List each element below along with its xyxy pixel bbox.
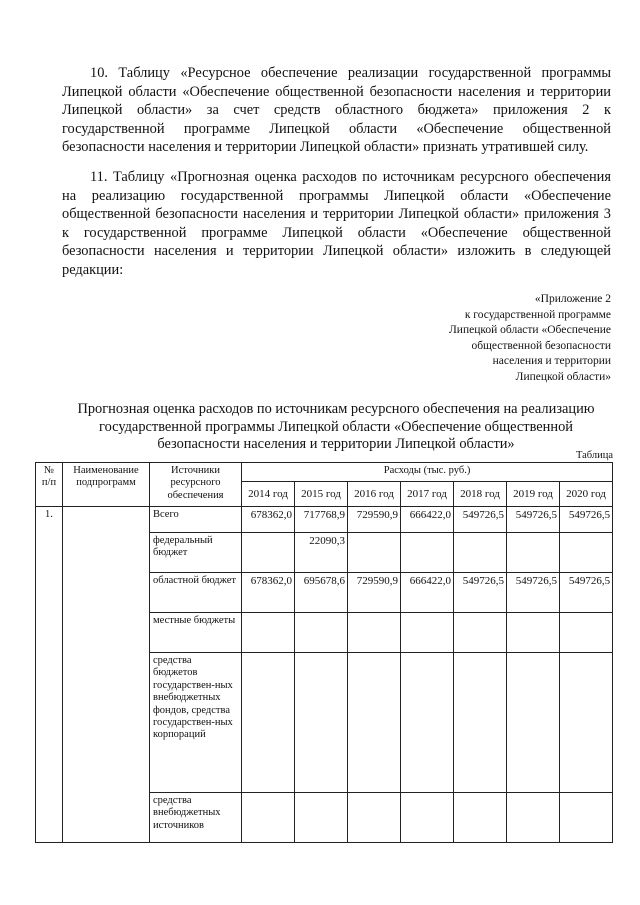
value-cell: [560, 613, 613, 653]
source-cell: средства внебюджетных источников: [150, 793, 242, 843]
source-cell: областной бюджет: [150, 573, 242, 613]
value-cell: [242, 533, 295, 573]
value-cell: 549726,5: [507, 573, 560, 613]
source-cell: Всего: [150, 507, 242, 533]
header-sources: Источники ресурсного обеспечения: [150, 463, 242, 507]
row-index: 1.: [36, 507, 63, 843]
value-cell: 678362,0: [242, 507, 295, 533]
appendix-line: общественной безопасности: [471, 339, 611, 352]
table-title-line: безопасности населения и территории Липецкой области»: [157, 436, 515, 452]
header-year: 2018 год: [454, 482, 507, 507]
header-year: 2017 год: [401, 482, 454, 507]
expenses-table: [35, 462, 613, 843]
value-cell: [560, 653, 613, 793]
appendix-line: Липецкой области»: [515, 370, 611, 383]
table-row: [36, 507, 613, 533]
value-cell: [507, 653, 560, 793]
header-year: 2016 год: [348, 482, 401, 507]
appendix-line: населения и территории: [492, 355, 611, 368]
value-cell: [454, 653, 507, 793]
value-cell: [401, 793, 454, 843]
paragraph-10: 10. Таблицу «Ресурсное обеспечение реализации государственной программы Липецкой области «Обеспечение общественной безопасности населения и территории Липецкой области» за счет средств областного бюджета» приложения 2 к государственной программе Липецкой области «Обеспечение общественной безопасности населения и территории Липецкой области» признать утратившей силу.: [62, 65, 611, 155]
value-cell: 549726,5: [560, 573, 613, 613]
value-cell: 729590,9: [348, 507, 401, 533]
value-cell: 717768,9: [295, 507, 348, 533]
source-cell: федеральный бюджет: [150, 533, 242, 573]
header-expenses: Расходы (тыс. руб.): [242, 463, 613, 482]
table-title-line: Прогнозная оценка расходов по источникам ресурсного обеспечения на реализацию: [77, 401, 595, 417]
value-cell: [348, 533, 401, 573]
value-cell: 22090,3: [295, 533, 348, 573]
value-cell: [454, 613, 507, 653]
value-cell: [348, 613, 401, 653]
value-cell: [560, 793, 613, 843]
value-cell: 549726,5: [454, 573, 507, 613]
appendix-reference: [391, 292, 611, 386]
value-cell: [507, 793, 560, 843]
header-year: 2015 год: [295, 482, 348, 507]
appendix-line: Липецкой области «Обеспечение: [449, 324, 611, 337]
value-cell: [401, 613, 454, 653]
header-year: 2014 год: [242, 482, 295, 507]
value-cell: 549726,5: [560, 507, 613, 533]
appendix-line: к государственной программе: [464, 308, 611, 321]
value-cell: [507, 533, 560, 573]
header-num: № п/п: [36, 463, 63, 507]
value-cell: [454, 533, 507, 573]
value-cell: [242, 653, 295, 793]
header-name: Наименование подпрограмм: [63, 463, 150, 507]
value-cell: [242, 613, 295, 653]
source-cell: средства бюджетов государствен-ных внебюджетных фондов, средства государствен-ных корпораций: [150, 653, 242, 793]
header-year: 2019 год: [507, 482, 560, 507]
source-cell: местные бюджеты: [150, 613, 242, 653]
value-cell: [560, 533, 613, 573]
appendix-line: «Приложение 2: [534, 293, 611, 305]
value-cell: [295, 793, 348, 843]
value-cell: 678362,0: [242, 573, 295, 613]
value-cell: 695678,6: [295, 573, 348, 613]
value-cell: [348, 793, 401, 843]
paragraph-11: 11. Таблицу «Прогнозная оценка расходов по источникам ресурсного обеспечения на реализацию государственной программы Липецкой области «Обеспечение общественной безопасности населения и территории Липецкой области» приложения 3 к государственной программе Липецкой области «Обеспечение общественной безопасности населения и территории Липецкой области» изложить в следующей редакции:: [62, 169, 611, 278]
value-cell: [401, 653, 454, 793]
value-cell: 729590,9: [348, 573, 401, 613]
value-cell: 666422,0: [401, 573, 454, 613]
value-cell: [242, 793, 295, 843]
header-year: 2020 год: [560, 482, 613, 507]
value-cell: [454, 793, 507, 843]
value-cell: 666422,0: [401, 507, 454, 533]
table-title-line: государственной программы Липецкой области «Обеспечение общественной: [99, 418, 573, 435]
table-label: Таблица: [575, 450, 613, 461]
value-cell: [295, 653, 348, 793]
table-title: [40, 401, 632, 454]
value-cell: 549726,5: [454, 507, 507, 533]
value-cell: [507, 613, 560, 653]
value-cell: [295, 613, 348, 653]
value-cell: 549726,5: [507, 507, 560, 533]
subprogram-name-cell: [63, 507, 150, 843]
value-cell: [401, 533, 454, 573]
value-cell: [348, 653, 401, 793]
